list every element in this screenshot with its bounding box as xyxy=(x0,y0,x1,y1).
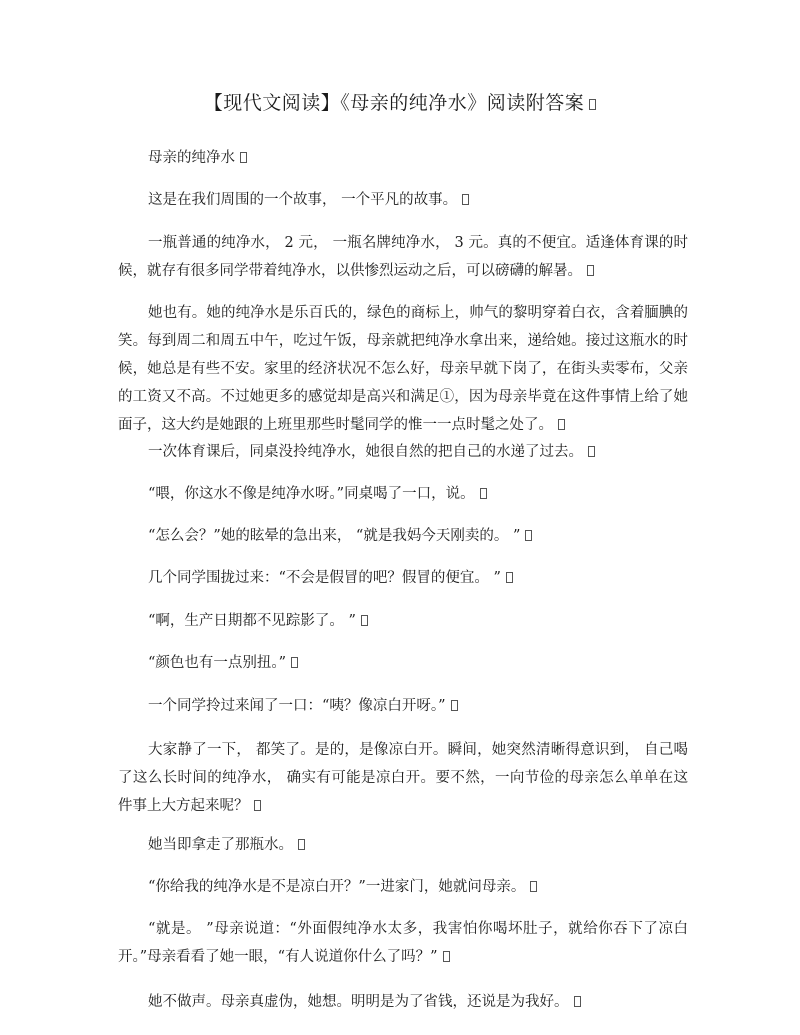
paragraph-mark-icon xyxy=(480,488,487,499)
paragraph-text: 她不做声。母亲真虚伪，她想。明明是为了省钱，还说是为我好。 xyxy=(148,994,569,1010)
paragraph-text: “怎么会？”她的眩晕的急出来， “就是我妈今天刚卖的。 ” xyxy=(148,528,521,544)
paragraph xyxy=(118,607,688,635)
paragraph-mark-icon xyxy=(506,572,513,583)
paragraph-mark-icon xyxy=(298,839,305,850)
paragraph-text: 一次体育课后，同桌没拎纯净水，她很自然的把自己的水递了过去。 xyxy=(148,444,583,460)
paragraph-text: 大家静了一下， 都笑了。是的，是像凉白开。瞬间，她突然清晰得意识到， 自己喝了这么长时间的纯净水， 确实有可能是凉白开。要不然，一向节俭的母亲怎么单单在这件事上大方起来呢？ xyxy=(118,742,688,814)
paragraph-mark-icon xyxy=(558,419,565,430)
paragraph-text: “喂，你这水不像是纯净水呀。”同桌喝了一口，说。 xyxy=(148,486,475,502)
paragraph-mark-icon xyxy=(589,99,596,110)
paragraph-text: “就是。 ”母亲说道：“外面假纯净水太多，我害怕你喝坏肚子，就给你吞下了凉白开。”母亲看看了她一眼，“有人说道你什么了吗？” xyxy=(118,921,688,965)
paragraph xyxy=(118,736,688,820)
paragraph-mark-icon xyxy=(443,951,450,962)
paragraph-mark-icon xyxy=(361,615,368,626)
paragraph-mark-icon xyxy=(530,881,537,892)
paragraph-text: 几个同学围拢过来：“不会是假冒的吧？假冒的便宜。 ” xyxy=(148,570,501,586)
paragraph-text: “你给我的纯净水是不是凉白开？”一进家门，她就问母亲。 xyxy=(148,879,526,895)
paragraph-text: 母亲的纯净水 xyxy=(148,150,235,166)
paragraph xyxy=(118,299,688,439)
paragraph xyxy=(118,988,688,1016)
paragraph xyxy=(118,186,688,214)
paragraph xyxy=(118,438,688,466)
document-title xyxy=(0,88,800,115)
paragraph-text: 这是在我们周围的一个故事， 一个平凡的故事。 xyxy=(148,192,458,208)
paragraph-text: 她当即拿走了那瓶水。 xyxy=(148,837,293,853)
paragraph xyxy=(118,831,688,859)
paragraph-text: “啊，生产日期都不见踪影了。 ” xyxy=(148,613,356,629)
paragraph-mark-icon xyxy=(291,657,298,668)
paragraph-text: 一个同学拎过来闻了一口：“咦？像凉白开呀。” xyxy=(148,698,446,714)
paragraph-mark-icon xyxy=(525,530,532,541)
paragraph xyxy=(118,144,688,172)
paragraph xyxy=(118,522,688,550)
paragraph xyxy=(118,692,688,720)
paragraph-mark-icon xyxy=(254,800,261,811)
paragraph-mark-icon xyxy=(587,265,594,276)
paragraph-mark-icon xyxy=(462,194,469,205)
paragraph xyxy=(118,915,688,971)
paragraph-text: 一瓶普通的纯净水， 2 元， 一瓶名牌纯净水， 3 元。真的不便宜。适逢体育课的时候，就存有很多同学带着纯净水，以供惨烈运动之后，可以磅礴的解暑。 xyxy=(118,235,688,279)
paragraph-mark-icon xyxy=(574,996,581,1007)
paragraph xyxy=(118,229,688,285)
paragraph xyxy=(118,480,688,508)
paragraph-text: “颜色也有一点别扭。” xyxy=(148,655,287,671)
paragraph-text: 她也有。她的纯净水是乐百氏的，绿色的商标上，帅气的黎明穿着白衣，含着腼腆的笑。每到周二和周五中午，吃过午饭，母亲就把纯净水拿出来，递给她。接过这瓶水的时候，她总是有些不安。家里的经济状况不怎么好，母亲早就下岗了，在街头卖零布，父亲的工资又不高。不过她更多的感觉却是高兴和满足①，因为母亲毕竟在这件事情上给了她面子，这大约是她跟的上班里那些时髦同学的惟一一点时髦之处了。 xyxy=(118,305,688,433)
paragraph xyxy=(118,873,688,901)
paragraph xyxy=(118,649,688,677)
paragraph-mark-icon xyxy=(588,446,595,457)
title-text: 【现代文阅读】《母亲的纯净水》阅读附答案 xyxy=(203,92,585,114)
paragraph-mark-icon xyxy=(451,700,458,711)
paragraph-mark-icon xyxy=(240,152,247,163)
paragraph xyxy=(118,564,688,592)
